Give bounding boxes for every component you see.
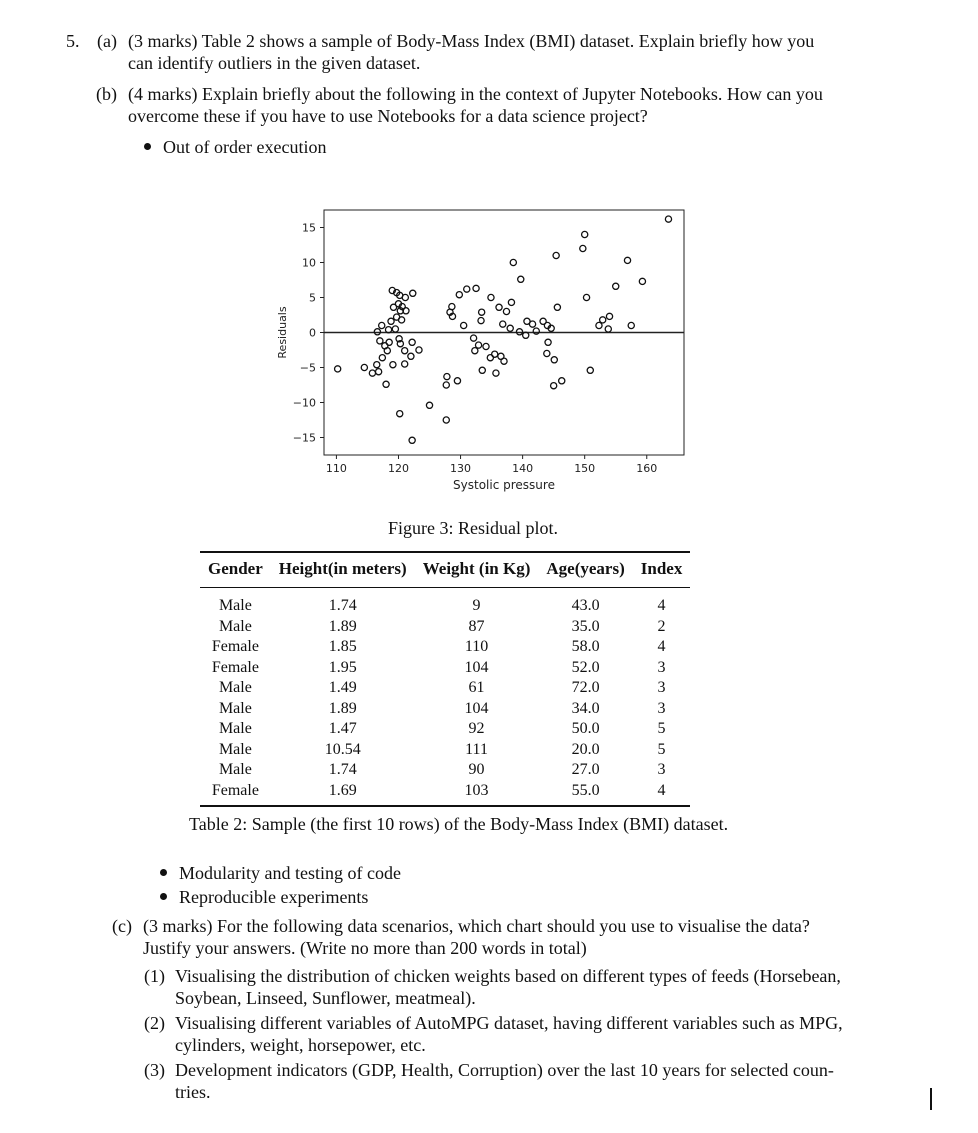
table-cell: 1.69 bbox=[328, 781, 357, 799]
data-point bbox=[392, 326, 398, 332]
residual-plot bbox=[260, 195, 700, 500]
table-cell: 4 bbox=[657, 638, 666, 656]
table-row bbox=[200, 699, 690, 720]
data-point bbox=[409, 339, 415, 345]
column-header: Index bbox=[633, 552, 691, 588]
table-cell: 72.0 bbox=[571, 679, 600, 697]
data-point bbox=[507, 325, 513, 331]
table-cell: 103 bbox=[464, 781, 489, 799]
table-cell: 1.95 bbox=[328, 658, 357, 676]
data-point bbox=[335, 366, 341, 372]
column-header: Gender bbox=[200, 552, 271, 588]
table-cell: 5 bbox=[657, 740, 666, 758]
data-point bbox=[559, 378, 565, 384]
data-point bbox=[470, 335, 476, 341]
x-tick-label: 110 bbox=[325, 462, 347, 475]
data-point bbox=[500, 321, 506, 327]
data-point bbox=[478, 318, 484, 324]
table-cell: 20.0 bbox=[571, 740, 600, 758]
table-cell: 1.74 bbox=[328, 597, 357, 615]
table-cell: 1.89 bbox=[328, 699, 357, 717]
table-cell: 4 bbox=[657, 781, 666, 799]
y-axis-label: Residuals bbox=[276, 306, 289, 359]
data-point bbox=[377, 338, 383, 344]
item-3-number: (3) bbox=[144, 1060, 165, 1080]
table-cell: 9 bbox=[472, 597, 481, 615]
data-point bbox=[376, 369, 382, 375]
data-point bbox=[374, 362, 380, 368]
table-cell: 3 bbox=[657, 699, 666, 717]
table-row bbox=[200, 740, 690, 761]
data-point bbox=[587, 367, 593, 373]
y-tick-label: 15 bbox=[302, 221, 316, 235]
x-tick-label: 130 bbox=[450, 462, 472, 475]
y-tick-label: 5 bbox=[309, 291, 316, 305]
table-cell: Female bbox=[211, 781, 259, 799]
bullet-icon bbox=[160, 869, 167, 876]
table-cell: 1.74 bbox=[328, 761, 357, 779]
data-point bbox=[379, 355, 385, 361]
data-point bbox=[416, 347, 422, 353]
table-caption: Table 2: Sample (the first 10 rows) of the Body-Mass Index (BMI) dataset. bbox=[189, 814, 729, 834]
data-point bbox=[551, 357, 557, 363]
part-b-text-line2: overcome these if you have to use Notebooks for a data science project? bbox=[128, 106, 648, 126]
data-point bbox=[508, 299, 514, 305]
y-tick-label: −15 bbox=[292, 431, 316, 445]
table-row bbox=[200, 760, 690, 781]
x-tick-label: 160 bbox=[636, 462, 658, 475]
column-header: Weight (in Kg) bbox=[415, 552, 539, 588]
data-point bbox=[501, 358, 507, 364]
item-1-line1: Visualising the distribution of chicken weights based on different types of feeds (Horsebean, bbox=[175, 966, 841, 986]
table-cell: 90 bbox=[468, 761, 485, 779]
table-cell: 1.47 bbox=[328, 720, 357, 738]
part-a-text-line1: (3 marks) Table 2 shows a sample of Body-Mass Index (BMI) dataset. Explain briefly how you bbox=[128, 31, 815, 51]
part-b-label: (b) bbox=[96, 84, 117, 104]
table-cell: 4 bbox=[657, 597, 666, 615]
data-point bbox=[408, 353, 414, 359]
table-cell: 43.0 bbox=[571, 597, 600, 615]
item-2-line1: Visualising different variables of AutoMPG dataset, having different variables such as MPG, bbox=[175, 1013, 843, 1033]
data-point bbox=[545, 339, 551, 345]
table-row bbox=[200, 719, 690, 740]
table-row bbox=[200, 637, 690, 658]
data-point bbox=[628, 322, 634, 328]
part-c-text-line2: Justify your answers. (Write no more than 200 words in total) bbox=[143, 938, 587, 958]
bullet-text: Modularity and testing of code bbox=[179, 863, 401, 883]
bmi-table bbox=[200, 551, 690, 807]
table-cell: 34.0 bbox=[571, 699, 600, 717]
data-point bbox=[479, 309, 485, 315]
data-point bbox=[605, 326, 611, 332]
item-2-number: (2) bbox=[144, 1013, 165, 1033]
data-point bbox=[390, 362, 396, 368]
table-row bbox=[200, 678, 690, 699]
data-point bbox=[503, 308, 509, 314]
part-c-label: (c) bbox=[112, 916, 132, 936]
data-point bbox=[402, 348, 408, 354]
table-cell: 3 bbox=[657, 658, 666, 676]
table-cell: 1.49 bbox=[328, 679, 357, 697]
data-point bbox=[553, 252, 559, 258]
table-cell: 1.85 bbox=[328, 638, 357, 656]
data-point bbox=[464, 286, 470, 292]
figure-caption: Figure 3: Residual plot. bbox=[388, 518, 558, 538]
data-point bbox=[613, 283, 619, 289]
x-tick-label: 120 bbox=[387, 462, 409, 475]
table-row bbox=[200, 617, 690, 638]
part-b-text-line1: (4 marks) Explain briefly about the following in the context of Jupyter Notebooks. How can you bbox=[128, 84, 823, 104]
table-cell: Female bbox=[211, 658, 259, 676]
bullet-text: Out of order execution bbox=[163, 137, 327, 157]
data-point bbox=[529, 321, 535, 327]
table-cell: 52.0 bbox=[571, 658, 600, 676]
item-3-line1: Development indicators (GDP, Health, Corruption) over the last 10 years for selected coun- bbox=[175, 1060, 834, 1080]
table-cell: 61 bbox=[468, 679, 485, 697]
data-point bbox=[639, 278, 645, 284]
data-point bbox=[386, 339, 392, 345]
part-a-label: (a) bbox=[97, 31, 117, 51]
data-point bbox=[483, 343, 489, 349]
table-row bbox=[200, 658, 690, 679]
data-point bbox=[443, 417, 449, 423]
table-cell: 110 bbox=[464, 638, 489, 656]
table-cell: 5 bbox=[657, 720, 666, 738]
data-point bbox=[398, 317, 404, 323]
table-cell: 50.0 bbox=[571, 720, 600, 738]
data-point bbox=[600, 317, 606, 323]
table-cell: 3 bbox=[657, 679, 666, 697]
text-cursor bbox=[930, 1088, 932, 1110]
bullet-item bbox=[160, 886, 368, 908]
table-cell: Male bbox=[218, 617, 252, 635]
data-point bbox=[456, 292, 462, 298]
table-cell: 111 bbox=[465, 740, 488, 758]
data-point bbox=[510, 259, 516, 265]
table-cell: 35.0 bbox=[571, 617, 600, 635]
data-point bbox=[596, 322, 602, 328]
data-point bbox=[582, 231, 588, 237]
bullet-item bbox=[160, 862, 401, 884]
item-2-line2: cylinders, weight, horsepower, etc. bbox=[175, 1035, 426, 1055]
data-point bbox=[402, 361, 408, 367]
x-axis-label: Systolic pressure bbox=[453, 478, 555, 492]
table-cell: 1.89 bbox=[328, 617, 357, 635]
data-point bbox=[361, 364, 367, 370]
data-point bbox=[426, 402, 432, 408]
data-point bbox=[544, 350, 550, 356]
data-point bbox=[624, 257, 630, 263]
part-c-text-line1: (3 marks) For the following data scenarios, which chart should you use to visualise the data? bbox=[143, 916, 810, 936]
data-point bbox=[388, 318, 394, 324]
data-point bbox=[496, 304, 502, 310]
item-1-number: (1) bbox=[144, 966, 165, 986]
table-cell: Male bbox=[218, 761, 252, 779]
data-point bbox=[493, 370, 499, 376]
data-point bbox=[383, 381, 389, 387]
table-cell: Female bbox=[211, 638, 259, 656]
data-point bbox=[475, 342, 481, 348]
data-point bbox=[554, 304, 560, 310]
data-point bbox=[410, 290, 416, 296]
column-header: Height(in meters) bbox=[271, 552, 415, 588]
data-point bbox=[551, 383, 557, 389]
table-cell: 55.0 bbox=[571, 781, 600, 799]
data-point bbox=[444, 374, 450, 380]
data-point bbox=[454, 378, 460, 384]
bullet-icon bbox=[160, 893, 167, 900]
table-cell: 58.0 bbox=[571, 638, 600, 656]
table-cell: 104 bbox=[464, 658, 489, 676]
data-point bbox=[443, 382, 449, 388]
y-tick-label: −10 bbox=[292, 396, 316, 410]
data-point bbox=[583, 294, 589, 300]
table-cell: Male bbox=[218, 699, 252, 717]
data-point bbox=[479, 367, 485, 373]
table-cell: 87 bbox=[468, 617, 485, 635]
data-point bbox=[606, 313, 612, 319]
data-point bbox=[402, 294, 408, 300]
data-point bbox=[665, 216, 671, 222]
data-point bbox=[397, 411, 403, 417]
data-point bbox=[473, 285, 479, 291]
data-point bbox=[409, 437, 415, 443]
y-tick-label: 10 bbox=[302, 256, 316, 270]
table-cell: 104 bbox=[464, 699, 489, 717]
bullet-text: Reproducible experiments bbox=[179, 887, 369, 907]
table-body bbox=[200, 588, 690, 807]
part-a-text-line2: can identify outliers in the given dataset. bbox=[128, 53, 421, 73]
data-point bbox=[379, 322, 385, 328]
column-header: Age(years) bbox=[538, 552, 632, 588]
data-point bbox=[492, 351, 498, 357]
data-point bbox=[488, 294, 494, 300]
data-point bbox=[369, 370, 375, 376]
item-3-line2: tries. bbox=[175, 1082, 211, 1102]
table-cell: 2 bbox=[657, 617, 666, 635]
table-row bbox=[200, 588, 690, 617]
data-point bbox=[472, 348, 478, 354]
x-tick-label: 150 bbox=[574, 462, 596, 475]
table-cell: Male bbox=[218, 720, 252, 738]
bullet-icon bbox=[144, 143, 151, 150]
data-point bbox=[449, 304, 455, 310]
table-cell: 10.54 bbox=[324, 740, 361, 758]
bullet-item bbox=[144, 136, 326, 158]
table-cell: 92 bbox=[468, 720, 485, 738]
table-cell: 27.0 bbox=[571, 761, 600, 779]
table-cell: 3 bbox=[657, 761, 666, 779]
table-header-row bbox=[200, 552, 690, 588]
bmi-table-wrapper bbox=[200, 551, 690, 807]
table-cell: Male bbox=[218, 740, 252, 758]
table-cell: Male bbox=[218, 679, 252, 697]
table-cell: Male bbox=[218, 597, 252, 615]
x-tick-label: 140 bbox=[512, 462, 534, 475]
y-tick-label: 0 bbox=[309, 326, 316, 340]
data-point bbox=[518, 276, 524, 282]
table-row bbox=[200, 781, 690, 807]
y-tick-label: −5 bbox=[299, 361, 316, 375]
question-number: 5. bbox=[66, 31, 80, 51]
data-point bbox=[580, 245, 586, 251]
item-1-line2: Soybean, Linseed, Sunflower, meatmeal). bbox=[175, 988, 476, 1008]
data-point bbox=[461, 322, 467, 328]
